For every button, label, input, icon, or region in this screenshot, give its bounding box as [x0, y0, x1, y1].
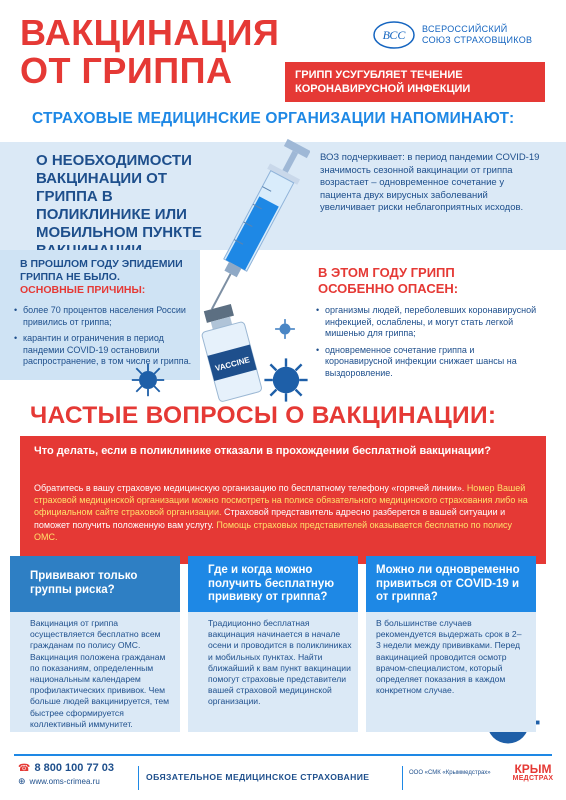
- danger-list: [316, 305, 541, 384]
- footer-separator: [402, 766, 403, 790]
- list-item: • одновременное сочетание гриппа и коронавирусной инфекции снижает шансы на выздоровление.: [316, 345, 541, 380]
- footer-oms: ОБЯЗАТЕЛЬНОЕ МЕДИЦИНСКОЕ СТРАХОВАНИЕ: [146, 772, 370, 782]
- subtitle-banner: [285, 62, 545, 102]
- faq-card-1-title: Прививают только группы риска?: [30, 570, 138, 596]
- vss-logo-mark-text: ВСС: [382, 28, 406, 42]
- vss-logo-text: [422, 24, 532, 46]
- faq-card-3-text: В большинстве случаев рекомендуется выдержать срок в 2–3 недели между прививками. Перед вакцинацией проводится осмотр врачом-специалистом, который определяет показания в каждом конкретном случае.: [376, 618, 522, 696]
- phone-icon: ☎: [18, 762, 31, 774]
- footer-divider: [14, 754, 552, 756]
- krym-medstrakh-logo: [511, 764, 555, 783]
- list-item: • карантин и ограничения в период пандемии COVID-19 остановили распространение, в том числе и гриппа.: [14, 333, 204, 368]
- footer-separator: [138, 766, 139, 790]
- faq-answer-part-2: Номер Вашей страховой медицинской организации можно посмотреть на полисе обязательного медицинского страхования либо на официальном сайте страховой организации.: [34, 483, 528, 518]
- virus-icon: [130, 362, 166, 398]
- faq-card-2-title: Где и когда можно получить бесплатную прививку от гриппа?: [208, 564, 335, 603]
- reasons-list: [14, 305, 204, 373]
- list-item: • более 70 процентов населения России привились от гриппа;: [14, 305, 204, 328]
- syringe-icon: [200, 128, 310, 328]
- vss-logo: [372, 18, 552, 52]
- footer-phone-row: [18, 762, 138, 774]
- footer-site-row: [18, 776, 138, 787]
- section-title: СТРАХОВЫЕ МЕДИЦИНСКИЕ ОРГАНИЗАЦИИ НАПОМИНАЮТ:: [32, 110, 515, 127]
- faq-question: Что делать, если в поликлинике отказали в прохождении бесплатной вакцинации?: [34, 445, 491, 457]
- virus-icon: [274, 318, 296, 340]
- danger-heading: В ЭТОМ ГОДУ ГРИПП ОСОБЕННО ОПАСЕН:: [318, 265, 459, 296]
- logo-line-2: СОЮЗ СТРАХОВЩИКОВ: [422, 35, 533, 45]
- faq-answer-part-4: Помощь страховых представителей оказывается бесплатно по полису ОМС.: [34, 519, 513, 542]
- faq-answer-part-3: Страховой представитель адресно разберется в вашей ситуации и поможет получить положенную вам услугу.: [34, 507, 506, 530]
- title-line-2: ОТ ГРИППА: [20, 50, 233, 91]
- reasons-heading-1: В ПРОШЛОМ ГОДУ ЭПИДЕМИИ ГРИППА НЕ БЫЛО.: [20, 258, 183, 283]
- faq-card-3-title: Можно ли одновременно привиться от COVID-19 и от гриппа?: [376, 564, 520, 603]
- list-item: • организмы людей, переболевших коронавирусной инфекцией, ослаблены, и могут стать легкой мишенью для гриппа;: [316, 305, 541, 340]
- title-line-1: ВАКЦИНАЦИЯ: [20, 12, 280, 53]
- faq-answer: [34, 482, 534, 543]
- footer-org: ООО «СМК «Крыммедстрах»: [409, 770, 491, 776]
- footer-site[interactable]: www.oms-crimea.ru: [29, 777, 100, 786]
- brand-bottom: МЕДСТРАХ: [512, 775, 554, 782]
- vaccine-vial-icon: [190, 300, 270, 410]
- reasons-heading-2: ОСНОВНЫЕ ПРИЧИНЫ:: [20, 284, 146, 296]
- brand-top: КРЫМ: [514, 762, 552, 776]
- globe-icon: ⊕: [18, 776, 26, 786]
- vaccine-label: VACCINE: [214, 355, 251, 374]
- info-band-left-text: О НЕОБХОДИМОСТИ ВАКЦИНАЦИИ ОТ ГРИППА В ПОЛИКЛИНИКЕ ИЛИ МОБИЛЬНОМ ПУНКТЕ: [36, 152, 202, 241]
- poster-title: [20, 14, 279, 90]
- footer: [14, 760, 552, 794]
- faq-card-1-text: Вакцинация от гриппа осуществляется бесплатно всем гражданам по полису ОМС. Вакцинация положена гражданам по показаниям, определенным национальным календарем профилактических прививок. Чем больше людей вакцинируется, тем быстрее сформируется коллективный иммунитет.: [30, 618, 170, 729]
- footer-phone[interactable]: 8 800 100 77 03: [34, 762, 114, 774]
- footer-contacts: [18, 762, 138, 787]
- logo-line-1: ВСЕРОССИЙСКИЙ: [422, 24, 508, 34]
- banner-line-1: ГРИПП УСУГУБЛЯЕТ ТЕЧЕНИЕ: [295, 69, 463, 81]
- faq-answer-part-1: Обратитесь в вашу страховую медицинскую организацию по бесплатному телефону «горячей линии».: [34, 483, 467, 493]
- faq-card-2-text: Традиционно бесплатная вакцинация начинается в начале осени и проводится в поликлиниках и мобильных пунктах. Найти ближайший к вам пункт вакцинации помогут страховые представители вашей страховой медицинской организации.: [208, 618, 352, 707]
- info-band-right-text: ВОЗ подчеркивает: в период пандемии COVID-19 значимость сезонной вакцинации от гриппа возрастает – одновременное сочетание у пациента двух вирусных заболеваний увеличивает риски неблагоприятных исходов.: [320, 152, 540, 213]
- vss-logo-icon: [372, 20, 416, 50]
- virus-icon: [262, 356, 310, 404]
- faq-title: ЧАСТЫЕ ВОПРОСЫ О ВАКЦИНАЦИИ:: [30, 402, 497, 429]
- reasons-heading: [20, 258, 200, 297]
- banner-line-2: КОРОНАВИРУСНОЙ ИНФЕКЦИИ: [295, 83, 471, 95]
